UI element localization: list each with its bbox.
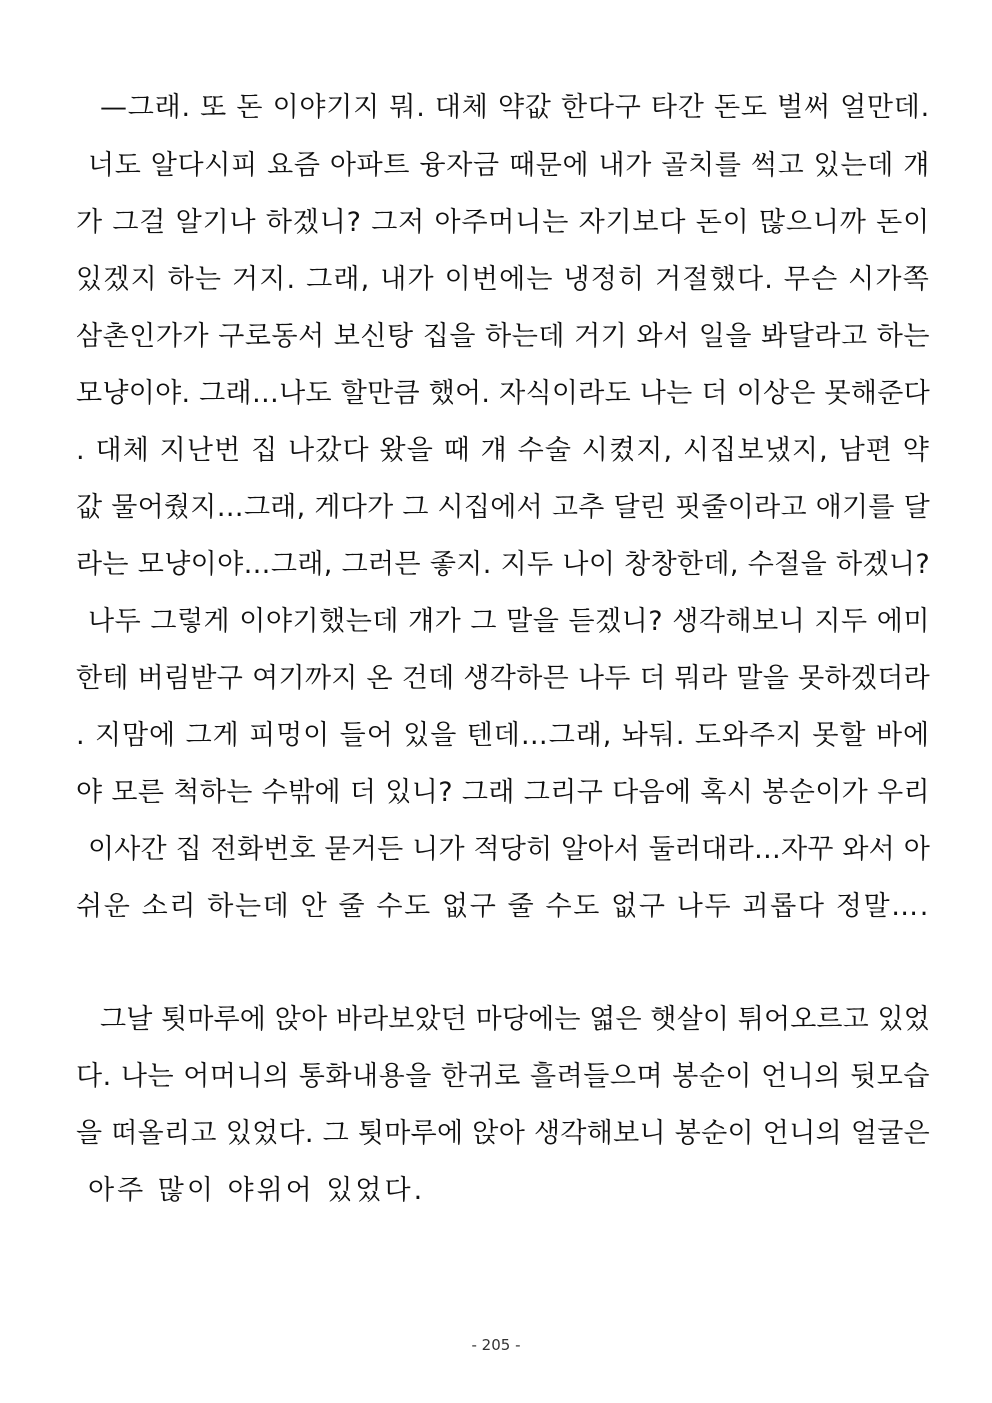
text-line: 있겠지 하는 거지. 그래, 내가 이번에는 냉정히 거절했다. 무슨 시가쪽 (76, 264, 930, 295)
text-line: 가 그걸 알기나 하겠니? 그저 아주머니는 자기보다 돈이 많으니까 돈이 (76, 207, 930, 238)
text-line: 야 모른 척하는 수밖에 더 있니? 그래 그리구 다음에 혹시 봉순이가 우리 (76, 777, 930, 808)
text-line: 그날 툇마루에 앉아 바라보았던 마당에는 엷은 햇살이 튀어오르고 있었 (100, 1004, 930, 1035)
text-line: 다. 나는 어머니의 통화내용을 한귀로 흘려들으며 봉순이 언니의 뒷모습 (76, 1061, 930, 1092)
text-line: . 대체 지난번 집 나갔다 왔을 때 걔 수술 시켰지, 시집보냈지, 남편 약 (76, 435, 930, 466)
text-line: 라는 모냥이야…그래, 그러믄 좋지. 지두 나이 창창한데, 수절을 하겠니? (76, 549, 930, 580)
page-number: - 205 - (471, 1336, 521, 1354)
text-line: 쉬운 소리 하는데 안 줄 수도 없구 줄 수도 없구 나두 괴롭다 정말…. (76, 891, 930, 922)
text-line: 한테 버림받구 여기까지 온 건데 생각하믄 나두 더 뭐라 말을 못하겠더라 (76, 663, 930, 694)
text-line: 값 물어줬지…그래, 게다가 그 시집에서 고추 달린 핏줄이라고 애기를 달 (76, 492, 930, 523)
text-line: —그래. 또 돈 이야기지 뭐. 대체 약값 한다구 타간 돈도 벌써 얼만데. (100, 92, 930, 123)
text-line: . 지맘에 그게 피멍이 들어 있을 텐데…그래, 놔둬. 도와주지 못할 바에 (76, 720, 930, 751)
text-line: 나두 그렇게 이야기했는데 걔가 그 말을 듣겠니? 생각해보니 지두 에미 (88, 606, 930, 637)
text-line: 모냥이야. 그래…나도 할만큼 했어. 자식이라도 나는 더 이상은 못해준다 (76, 378, 930, 409)
text-line: 을 떠올리고 있었다. 그 툇마루에 앉아 생각해보니 봉순이 언니의 얼굴은 (76, 1118, 930, 1149)
text-line: 삼촌인가가 구로동서 보신탕 집을 하는데 거기 와서 일을 봐달라고 하는 (76, 321, 930, 352)
text-line: 이사간 집 전화번호 묻거든 니가 적당히 알아서 둘러대라…자꾸 와서 아 (88, 834, 930, 865)
text-line: 너도 알다시피 요즘 아파트 융자금 때문에 내가 골치를 썩고 있는데 걔 (88, 150, 930, 181)
text-line: 아주 많이 야위어 있었다. (88, 1175, 426, 1206)
